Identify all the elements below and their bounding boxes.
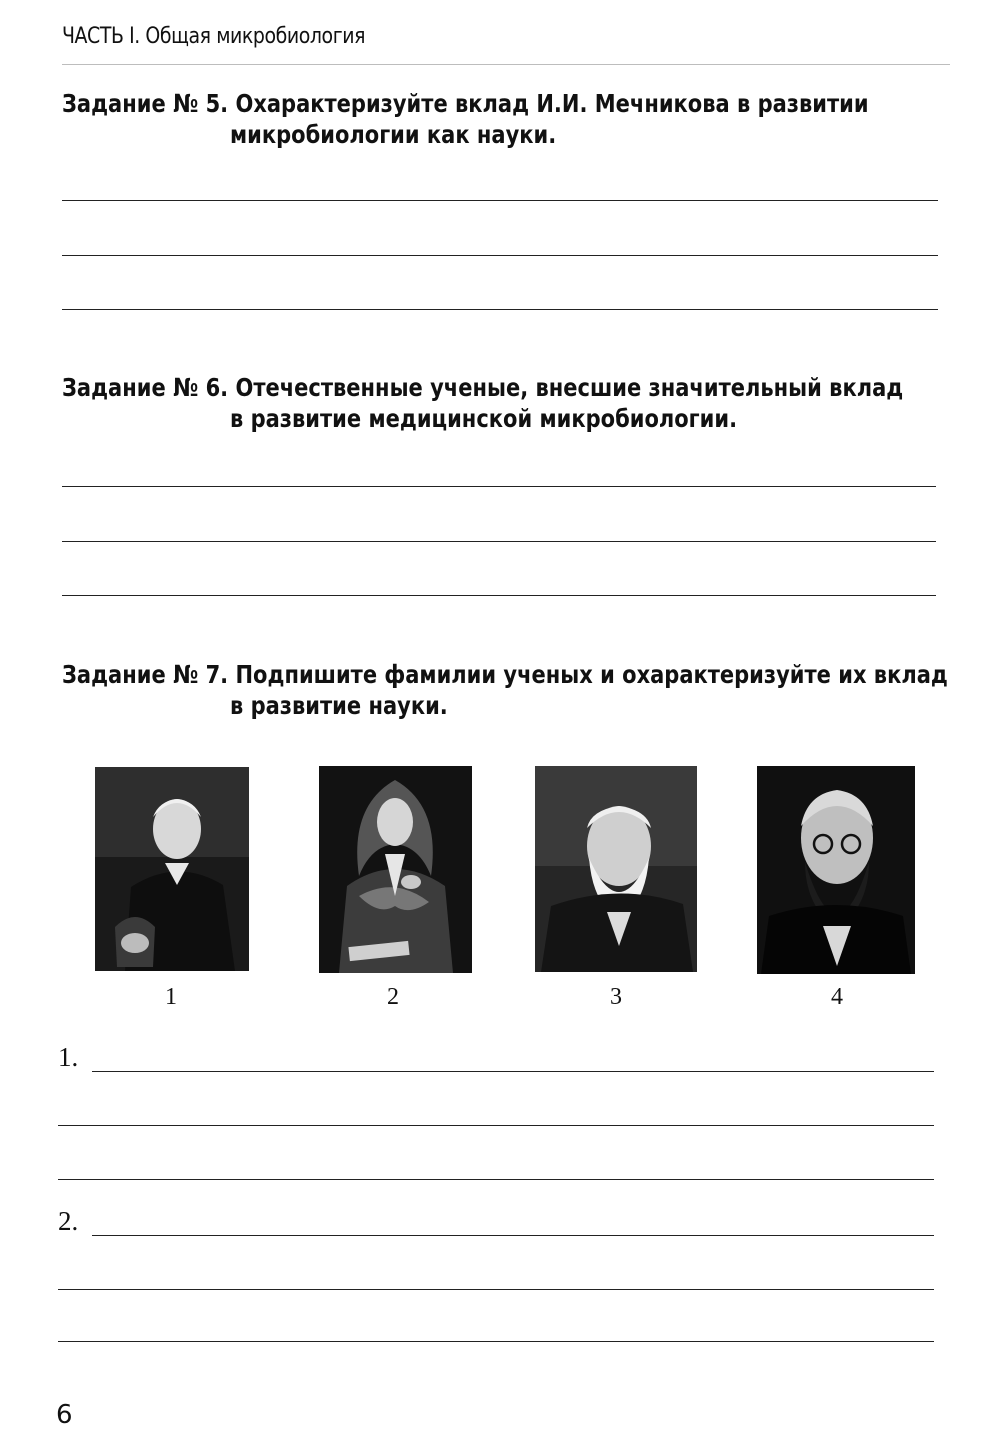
portrait-photo-icon [757, 766, 915, 974]
task-7-title [62, 659, 948, 721]
answer-label-1: 1. [58, 1042, 79, 1072]
portrait-photo-icon [535, 766, 697, 972]
portrait-number-2: 2 [387, 984, 399, 1010]
answer-line[interactable] [58, 1289, 934, 1290]
portrait-photo-icon [95, 767, 249, 971]
answer-line[interactable] [62, 255, 938, 256]
answer-line[interactable] [62, 486, 936, 487]
answer-line[interactable] [58, 1125, 934, 1126]
answer-line[interactable] [62, 200, 938, 201]
task-5-title [62, 88, 869, 150]
answer-line[interactable] [92, 1071, 934, 1072]
task-7-line2: в развитие науки. [230, 691, 448, 720]
portrait-photo-3 [535, 766, 697, 972]
task-5-line2: микробиологии как науки. [230, 120, 557, 149]
section-title: ЧАСТЬ I. Общая микробиология [62, 24, 366, 49]
task-6-title [62, 372, 903, 434]
answer-line[interactable] [62, 309, 938, 310]
portrait-photo-icon [319, 766, 472, 973]
portrait-photo-2 [319, 766, 472, 973]
answer-line[interactable] [58, 1341, 934, 1342]
portrait-number-1: 1 [165, 984, 177, 1010]
answer-line[interactable] [92, 1235, 934, 1236]
answer-label-2: 2. [58, 1206, 79, 1236]
portrait-photo-1 [95, 767, 249, 971]
task-6-line2: в развитие медицинской микробиологии. [230, 404, 738, 433]
answer-line[interactable] [62, 595, 936, 596]
task-5-line1: Задание № 5. Охарактеризуйте вклад И.И. Мечникова в развитии [62, 89, 869, 118]
portrait-number-4: 4 [831, 984, 843, 1010]
answer-line[interactable] [58, 1179, 934, 1180]
task-6-line1: Задание № 6. Отечественные ученые, внесшие значительный вклад [62, 373, 904, 402]
portrait-photo-4 [757, 766, 915, 974]
header-divider [62, 64, 950, 65]
portrait-number-3: 3 [610, 984, 622, 1010]
page-number: 6 [56, 1400, 73, 1430]
task-7-line1: Задание № 7. Подпишите фамилии ученых и охарактеризуйте их вклад [62, 660, 948, 689]
answer-line[interactable] [62, 541, 936, 542]
